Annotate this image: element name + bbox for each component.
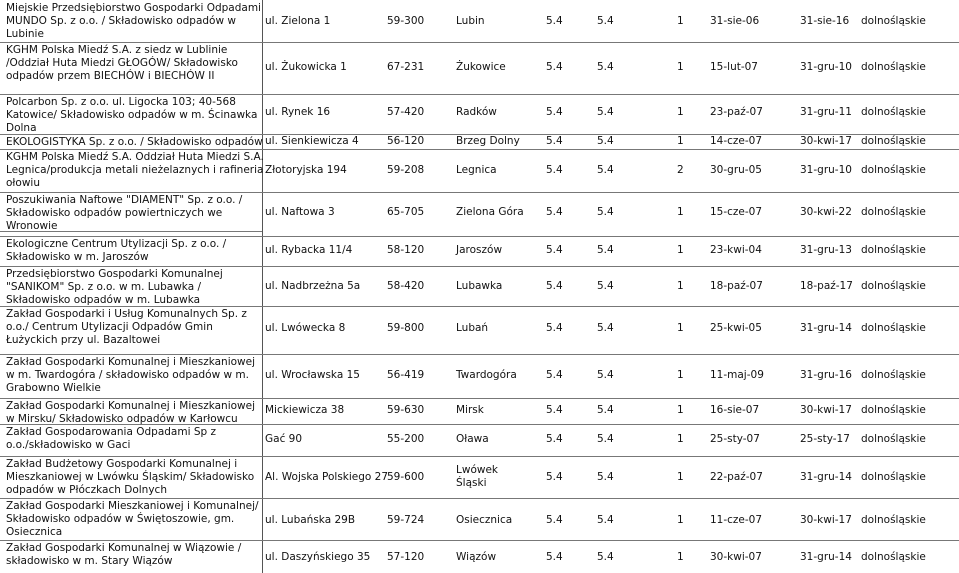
cell-d1: 25-sty-07 [710,433,760,445]
cell-v1: 5.4 [546,164,563,176]
table-row [0,192,959,230]
cell-facility-name: Przedsiębiorstwo Gospodarki Komunalnej "SANIKOM" Sp. z o.o. w m. Lubawka / Składowisko odpadów w m. Lubawka [6,268,223,306]
row-gridline [0,94,959,95]
cell-d2: 31-gru-10 [800,164,852,176]
cell-v1: 5.4 [546,514,563,526]
cell-addr: ul. Lubańska 29B [265,514,356,526]
cell-region: dolnośląskie [861,551,926,563]
cell-region: dolnośląskie [861,369,926,381]
cell-region: dolnośląskie [861,280,926,292]
cell-d1: 11-cze-07 [710,514,763,526]
row-gridline [0,266,959,267]
cell-n: 1 [677,106,684,118]
cell-addr: ul. Wrocławska 15 [265,369,360,381]
cell-addr: Mickiewicza 38 [265,404,345,416]
cell-d2: 30-kwi-17 [800,404,852,416]
row-gridline [0,134,959,135]
cell-addr: Gać 90 [265,433,303,445]
cell-city: Jaroszów [456,244,503,256]
cell-city: Oława [456,433,489,445]
cell-city: Radków [456,106,497,118]
cell-region: dolnośląskie [861,244,926,256]
cell-v2: 5.4 [597,244,614,256]
cell-v2: 5.4 [597,551,614,563]
cell-d1: 31-sie-06 [710,15,760,27]
cell-n: 1 [677,514,684,526]
cell-zip: 57-120 [387,551,425,563]
cell-zip: 67-231 [387,61,425,73]
cell-v1: 5.4 [546,551,563,563]
cell-d1: 23-paź-07 [710,106,763,118]
cell-zip: 59-800 [387,322,425,334]
row-gridline [0,42,959,43]
row-gridline [0,398,959,399]
cell-zip: 65-705 [387,206,425,218]
cell-d1: 15-cze-07 [710,206,763,218]
table-row [0,540,959,573]
cell-d2: 31-gru-16 [800,369,852,381]
cell-city: Twardogóra [456,369,517,381]
cell-v1: 5.4 [546,106,563,118]
table-row [0,424,959,456]
cell-v2: 5.4 [597,164,614,176]
cell-d2: 30-kwi-22 [800,206,852,218]
cell-v2: 5.4 [597,206,614,218]
cell-n: 1 [677,135,684,147]
cell-facility-name: KGHM Polska Miedź S.A. z siedz w Lublinie /Oddział Huta Miedzi GŁOGÓW/ Składowisko odpadów przem BIECHÓW i BIECHÓW II [6,44,238,82]
cell-n: 1 [677,551,684,563]
cell-n: 1 [677,404,684,416]
table-row [0,42,959,94]
cell-zip: 57-420 [387,106,425,118]
row-gridline [0,231,262,232]
row-gridline [0,498,959,499]
cell-d2: 31-gru-11 [800,106,852,118]
table-row [0,354,959,398]
cell-n: 1 [677,433,684,445]
cell-n: 1 [677,322,684,334]
cell-city: Zielona Góra [456,206,524,218]
cell-addr: ul. Zielona 1 [265,15,331,27]
cell-d1: 16-sie-07 [710,404,760,416]
cell-v2: 5.4 [597,404,614,416]
row-gridline [0,192,959,193]
table-row [0,266,959,306]
cell-facility-name: Poszukiwania Naftowe "DIAMENT" Sp. z o.o. / Składowisko odpadów powiertniczych we Wronowie [6,194,243,232]
cell-d2: 31-gru-14 [800,471,852,483]
cell-addr: ul. Daszyńskiego 35 [265,551,371,563]
cell-d1: 11-maj-09 [710,369,764,381]
table-row [0,0,959,42]
cell-city: Mirsk [456,404,484,416]
cell-v1: 5.4 [546,15,563,27]
cell-v2: 5.4 [597,433,614,445]
cell-region: dolnośląskie [861,135,926,147]
cell-zip: 58-120 [387,244,425,256]
cell-zip: 55-200 [387,433,425,445]
cell-d1: 15-lut-07 [710,61,758,73]
cell-v1: 5.4 [546,244,563,256]
table-row [0,236,959,266]
cell-zip: 56-419 [387,369,425,381]
cell-zip: 59-724 [387,514,425,526]
cell-d2: 30-kwi-17 [800,514,852,526]
cell-zip: 59-600 [387,471,425,483]
cell-facility-name: Zakład Gospodarki Komunalnej w Wiązowie / składowisko w m. Stary Wiązów [6,542,242,567]
cell-d1: 14-cze-07 [710,135,763,147]
cell-addr: ul. Nadbrzeżna 5a [265,280,361,292]
cell-v2: 5.4 [597,15,614,27]
cell-facility-name: Zakład Gospodarki i Usług Komunalnych Sp. z o.o./ Centrum Utylizacji Odpadów Gmin Łużyckich przy ul. Bazaltowei [6,308,247,346]
cell-zip: 56-120 [387,135,425,147]
cell-zip: 58-420 [387,280,425,292]
cell-addr: ul. Rynek 16 [265,106,331,118]
cell-addr: Al. Wojska Polskiego 27 [265,471,389,483]
row-gridline [0,424,959,425]
table-row [0,498,959,540]
cell-city: Lubin [456,15,485,27]
cell-addr: Złotoryjska 194 [265,164,347,176]
cell-d2: 25-sty-17 [800,433,850,445]
cell-region: dolnośląskie [861,514,926,526]
cell-city: Osiecznica [456,514,513,526]
cell-n: 1 [677,61,684,73]
table-row [0,94,959,134]
cell-v2: 5.4 [597,61,614,73]
cell-d1: 25-kwi-05 [710,322,762,334]
cell-v1: 5.4 [546,280,563,292]
table-row [0,456,959,498]
table-row [0,306,959,354]
cell-zip: 59-630 [387,404,425,416]
cell-v1: 5.4 [546,433,563,445]
cell-v2: 5.4 [597,471,614,483]
cell-facility-name: Ekologiczne Centrum Utylizacji Sp. z o.o. / Składowisko w m. Jaroszów [6,238,227,263]
cell-v1: 5.4 [546,135,563,147]
cell-region: dolnośląskie [861,206,926,218]
cell-v1: 5.4 [546,369,563,381]
cell-region: dolnośląskie [861,164,926,176]
cell-region: dolnośląskie [861,433,926,445]
cell-d1: 30-kwi-07 [710,551,762,563]
cell-addr: ul. Lwówecka 8 [265,322,346,334]
cell-zip: 59-300 [387,15,425,27]
cell-v1: 5.4 [546,322,563,334]
cell-addr: ul. Rybacka 11/4 [265,244,353,256]
cell-facility-name: Zakład Budżetowy Gospodarki Komunalnej i Mieszkaniowej w Lwówku Śląskim/ Składowisko odpadów w Płóczkach Dolnych [6,458,255,496]
table-row [0,149,959,192]
row-gridline [0,306,959,307]
cell-v1: 5.4 [546,206,563,218]
cell-facility-name: Miejskie Przedsiębiorstwo Gospodarki Odpadami MUNDO Sp. z o.o. / Składowisko odpadów w Lubinie [6,2,261,40]
cell-d2: 31-gru-10 [800,61,852,73]
cell-d1: 30-gru-05 [710,164,762,176]
cell-city: Lubań [456,322,489,334]
cell-v1: 5.4 [546,404,563,416]
cell-facility-name: Zakład Gospodarki Komunalnej i Mieszkaniowej w Mirsku/ Składowisko odpadów w Karłowcu [6,400,256,425]
cell-d1: 22-paź-07 [710,471,763,483]
cell-facility-name: Zakład Gospodarki Komunalnej i Mieszkaniowej w m. Twardogóra / składowisko odpadów w m. Grabowno Wielkie [6,356,256,394]
cell-n: 1 [677,206,684,218]
cell-facility-name: Zakład Gospodarki Mieszkaniowej i Komunalnej/ Składowisko odpadów w Świętoszowie, gm. Osiecznica [6,500,259,538]
cell-city: Lwówek Śląski [456,464,498,489]
cell-d2: 31-gru-13 [800,244,852,256]
cell-d2: 31-gru-14 [800,551,852,563]
cell-n: 1 [677,244,684,256]
cell-city: Wiązów [456,551,497,563]
cell-v2: 5.4 [597,322,614,334]
cell-region: dolnośląskie [861,15,926,27]
cell-n: 2 [677,164,684,176]
cell-facility-name: EKOLOGISTYKA Sp. z o.o. / Składowisko odpadów [6,136,263,148]
table-row [0,134,959,149]
cell-city: Brzeg Dolny [456,135,520,147]
table-row [0,398,959,424]
cell-v2: 5.4 [597,514,614,526]
row-gridline [0,149,959,150]
cell-region: dolnośląskie [861,322,926,334]
cell-region: dolnośląskie [861,106,926,118]
cell-v2: 5.4 [597,135,614,147]
cell-addr: ul. Żukowicka 1 [265,61,347,73]
cell-d2: 18-paź-17 [800,280,853,292]
cell-n: 1 [677,471,684,483]
cell-city: Żukowice [456,61,506,73]
cell-d1: 23-kwi-04 [710,244,762,256]
row-gridline [0,456,959,457]
cell-facility-name: KGHM Polska Miedź S.A. Oddział Huta Miedzi S.A. Legnica/produkcja metali nieżelaznych i rafineria ołowiu [6,151,264,189]
cell-d2: 31-sie-16 [800,15,850,27]
cell-n: 1 [677,15,684,27]
cell-v2: 5.4 [597,106,614,118]
cell-facility-name: Zakład Gospodarowania Odpadami Sp z o.o./składowisko w Gaci [6,426,217,451]
row-gridline [0,354,959,355]
cell-addr: ul. Naftowa 3 [265,206,335,218]
cell-v1: 5.4 [546,471,563,483]
cell-facility-name: Polcarbon Sp. z o.o. ul. Ligocka 103; 40-568 Katowice/ Składowisko odpadów w m. Ścinawka Dolna [6,96,258,134]
row-gridline [0,236,262,237]
cell-v1: 5.4 [546,61,563,73]
cell-d2: 31-gru-14 [800,322,852,334]
cell-zip: 59-208 [387,164,425,176]
row-gridline [0,540,959,541]
cell-city: Lubawka [456,280,503,292]
cell-region: dolnośląskie [861,471,926,483]
cell-v2: 5.4 [597,369,614,381]
cell-d1: 18-paź-07 [710,280,763,292]
cell-region: dolnośląskie [861,61,926,73]
cell-region: dolnośląskie [861,404,926,416]
cell-n: 1 [677,369,684,381]
cell-d2: 30-kwi-17 [800,135,852,147]
cell-city: Legnica [456,164,497,176]
cell-n: 1 [677,280,684,292]
cell-v2: 5.4 [597,280,614,292]
cell-addr: ul. Sienkiewicza 4 [265,135,359,147]
